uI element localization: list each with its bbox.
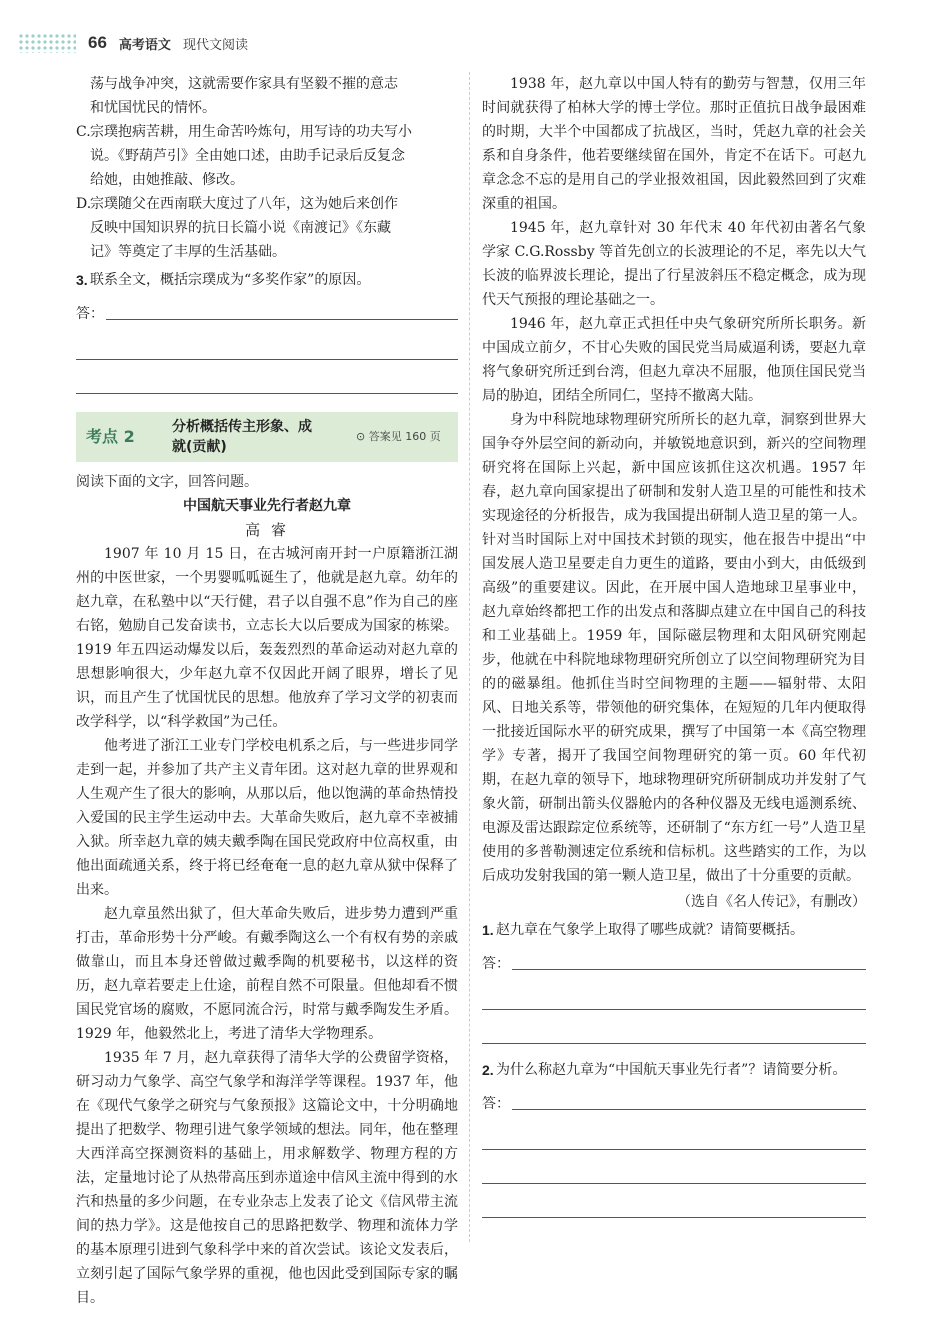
dots-decoration-icon (18, 33, 76, 53)
option-b-continuation (76, 72, 458, 120)
article-title: 中国航天事业先行者赵九章 (183, 498, 351, 514)
option-d-line: 记》等奠定了丰厚的生活基础。 (90, 244, 286, 260)
option-d (76, 192, 458, 264)
question-text: 赵九章在气象学上取得了哪些成就？请简要概括。 (496, 922, 804, 938)
option-letter: C. (76, 124, 91, 140)
answer-reference (356, 425, 441, 449)
answer-underline (512, 969, 866, 970)
option-letter: D. (76, 196, 92, 212)
answer-line[interactable] (482, 942, 866, 976)
answer-underline (106, 319, 458, 320)
answer-label: 答： (482, 1096, 510, 1112)
section-title: 现代文阅读 (182, 37, 248, 53)
article-paragraph: 1946 年，赵九章正式担任中央气象研究所所长职务。新中国成立前夕，不甘心失败的国民党当局威逼利诱，要赵九章将气象研究所迁到台湾，但赵九章决不屈服，他顶住国民党当局的胁迫，团结全所同仁，坚持不撤离大陆。 (482, 316, 866, 404)
option-c-line: 给她，由她推敲、修改。 (90, 172, 244, 188)
kaodian-title-line: 分析概括传主形象、成 (172, 419, 312, 435)
answer-reference-text: 答案见 160 页 (368, 430, 441, 443)
instruction: 阅读下面的文字，回答问题。 (76, 474, 258, 490)
article-paragraph: 1935 年 7 月，赵九章获得了清华大学的公费留学资格，研习动力气象学、高空气象学和海洋学等课程。1937 年，他在《现代气象学之研究与气象预报》这篇论文中，十分明确地提出了把数学、物理引进气象学领域的想法。同年，他在整理大西洋高空探测资料的基础上，用求解数学、物理方程的方法，定量地讨论了从热带高压到赤道途中信风主流中得到的水汽和热量的多少问题，在专业杂志上发表了论文《信风带主流间的热力学》。这是他按自己的思路把数学、物理和流体力学的基本原理引进到气象科学中来的首次尝试。该论文发表后，立刻引起了国际气象学界的重视，他也因此受到国际专家的瞩目。 (76, 1050, 458, 1306)
kaodian-title-line: 就(贡献) (172, 439, 227, 455)
answer-blank-line[interactable] (76, 326, 458, 360)
answer-blank-line[interactable] (482, 1184, 866, 1218)
option-b-line: 荡与战争冲突，这就需要作家具有坚毅不摧的意志 (90, 76, 398, 92)
question-number: 2. (482, 1062, 494, 1078)
option-c (76, 120, 458, 192)
answer-line[interactable] (76, 292, 458, 326)
page-header (18, 28, 248, 58)
article-paragraph: 1945 年，赵九章针对 30 年代末 40 年代初由著名气象学家 C.G.Rossby 等首先创立的长波理论的不足，率先以大气长波的临界波长理论，提出了行星波斜压不稳定概念，成为现代天气预报的理论基础之一。 (482, 220, 866, 308)
answer-blank-line[interactable] (482, 976, 866, 1010)
question-text: 为什么称赵九章为“中国航天事业先行者”？请简要分析。 (496, 1062, 847, 1078)
article-author: 高 睿 (245, 521, 289, 539)
answer-underline (512, 1109, 866, 1110)
option-b-line: 和忧国忧民的情怀。 (90, 100, 216, 116)
kaodian-title (172, 417, 342, 457)
question-text: 联系全文，概括宗璞成为“多奖作家”的原因。 (90, 272, 371, 288)
question-3 (76, 268, 458, 292)
answer-line[interactable] (482, 1082, 866, 1116)
question-number: 1. (482, 922, 494, 938)
article-paragraph: 1938 年，赵九章以中国人特有的勤劳与智慧，仅用三年时间就获得了柏林大学的博士学位。那时正值抗日战争最困难的时期，大半个中国都成了抗战区，当时，凭赵九章的社会关系和自身条件，他若要继续留在国外，肯定不在话下。可赵九章念念不忘的是用自己的学业报效祖国，因此毅然回到了灾难深重的祖国。 (482, 76, 866, 212)
question-1 (482, 918, 866, 942)
kaodian-label: 考点 2 (86, 427, 135, 446)
page-number: 66 (88, 33, 107, 52)
option-c-line: 说。《野葫芦引》全由她口述，由助手记录后反复念 (90, 148, 405, 164)
article-paragraph: 身为中科院地球物理研究所所长的赵九章，洞察到世界大国争夺外层空间的新动向，并敏锐地意识到，新兴的空间物理研究将在国际上兴起，新中国应该抓住这次机遇。1957 年春，赵九章向国家提出了研制和发射人造卫星的可能性和技术实现途径的分析报告，成为我国提出研制人造卫星的第一人。针对当时国际上对中国技术封锁的现实，他在报告中提出“中国发展人造卫星要走自力更生的道路，要由小到大，由低级到高级”的重要建议。因此，在开展中国人造地球卫星事业中，赵九章始终都把工作的出发点和落脚点建立在中国自己的科技和工业基础上。1959 年，国际磁层物理和太阳风研究刚起步，他就在中科院地球物理研究所创立了以空间物理研究为目的的磁暴组。他抓住当时空间物理的主题——辐射带、太阳风、日地关系等，带领他的研究集体，在短短的几年内便取得一批接近国际水平的研究成果，撰写了中国第一本《高空物理学》专著，揭开了我国空间物理研究的第一页。60 年代初期，在赵九章的领导下，地球物理研究所研制成功并发射了气象火箭，研制出箭头仪器舱内的各种仪器及无线电遥测系统、电源及雷达跟踪定位系统等，还研制了“东方红一号”人造卫星使用的多普勒测速定位系统和信标机。这些踏实的工作，为以后成功发射我国的第一颗人造卫星，做出了十分重要的贡献。 (482, 412, 866, 884)
question-2 (482, 1058, 866, 1082)
left-column (76, 72, 458, 1310)
answer-label: 答： (482, 956, 510, 972)
option-d-line: 宗璞随父在西南联大度过了八年，这为她后来创作 (90, 196, 398, 212)
article-paragraph: 1907 年 10 月 15 日，在古城河南开封一户原籍浙江湖州的中医世家，一个男婴呱呱诞生了，他就是赵九章。幼年的赵九章，在私塾中以“天行健，君子以自强不息”作为自己的座右铭，勉励自己发奋读书，立志长大以后要成为国家的栋梁。1919 年五四运动爆发以后，轰轰烈烈的革命运动对赵九章的思想影响很大，少年赵九章不仅因此开阔了眼界，增长了见识，而且产生了忧国忧民的思想。他放弃了学习文学的初衷而改学科学，以“科学救国”为己任。 (76, 546, 458, 730)
answer-label: 答： (76, 306, 104, 322)
answer-blank-line[interactable] (76, 360, 458, 394)
question-number: 3. (76, 272, 88, 288)
reference-icon: ⊙ (356, 430, 369, 443)
article-source: （选自《名人传记》，有删改） (677, 894, 866, 910)
answer-blank-line[interactable] (482, 1010, 866, 1044)
answer-blank-line[interactable] (482, 1116, 866, 1150)
option-d-line: 反映中国知识界的抗日长篇小说《南渡记》《东藏 (90, 220, 391, 236)
kaodian-banner (76, 412, 458, 462)
article-paragraph: 赵九章虽然出狱了，但大革命失败后，进步势力遭到严重打击，革命形势十分严峻。有戴季陶这么一个有权有势的亲戚做靠山，而且本身还曾做过戴季陶的机要秘书，以这样的资历，赵九章若要走上仕途，前程自然不可限量。但他却看不惯国民党官场的腐败，不愿同流合污，时常与戴季陶发生矛盾。1929 年，他毅然北上，考进了清华大学物理系。 (76, 906, 458, 1042)
article-paragraph: 他考进了浙江工业专门学校电机系之后，与一些进步同学走到一起，并参加了共产主义青年团。这对赵九章的世界观和人生观产生了很大的影响，从那以后，他以饱满的革命热情投入爱国的民主学生运动中去。大革命失败后，赵九章不幸被捕入狱。所幸赵九章的姨夫戴季陶在国民党政府中位高权重，由他出面疏通关系，终于将已经奄奄一息的赵九章从狱中保释了出来。 (76, 738, 458, 898)
right-column (482, 72, 866, 1218)
book-title: 高考语文 (118, 37, 171, 53)
column-divider (469, 72, 470, 1242)
answer-blank-line[interactable] (482, 1150, 866, 1184)
option-c-line: 宗璞抱病苦耕，用生命苦吟炼句，用写诗的功夫写小 (90, 124, 412, 140)
